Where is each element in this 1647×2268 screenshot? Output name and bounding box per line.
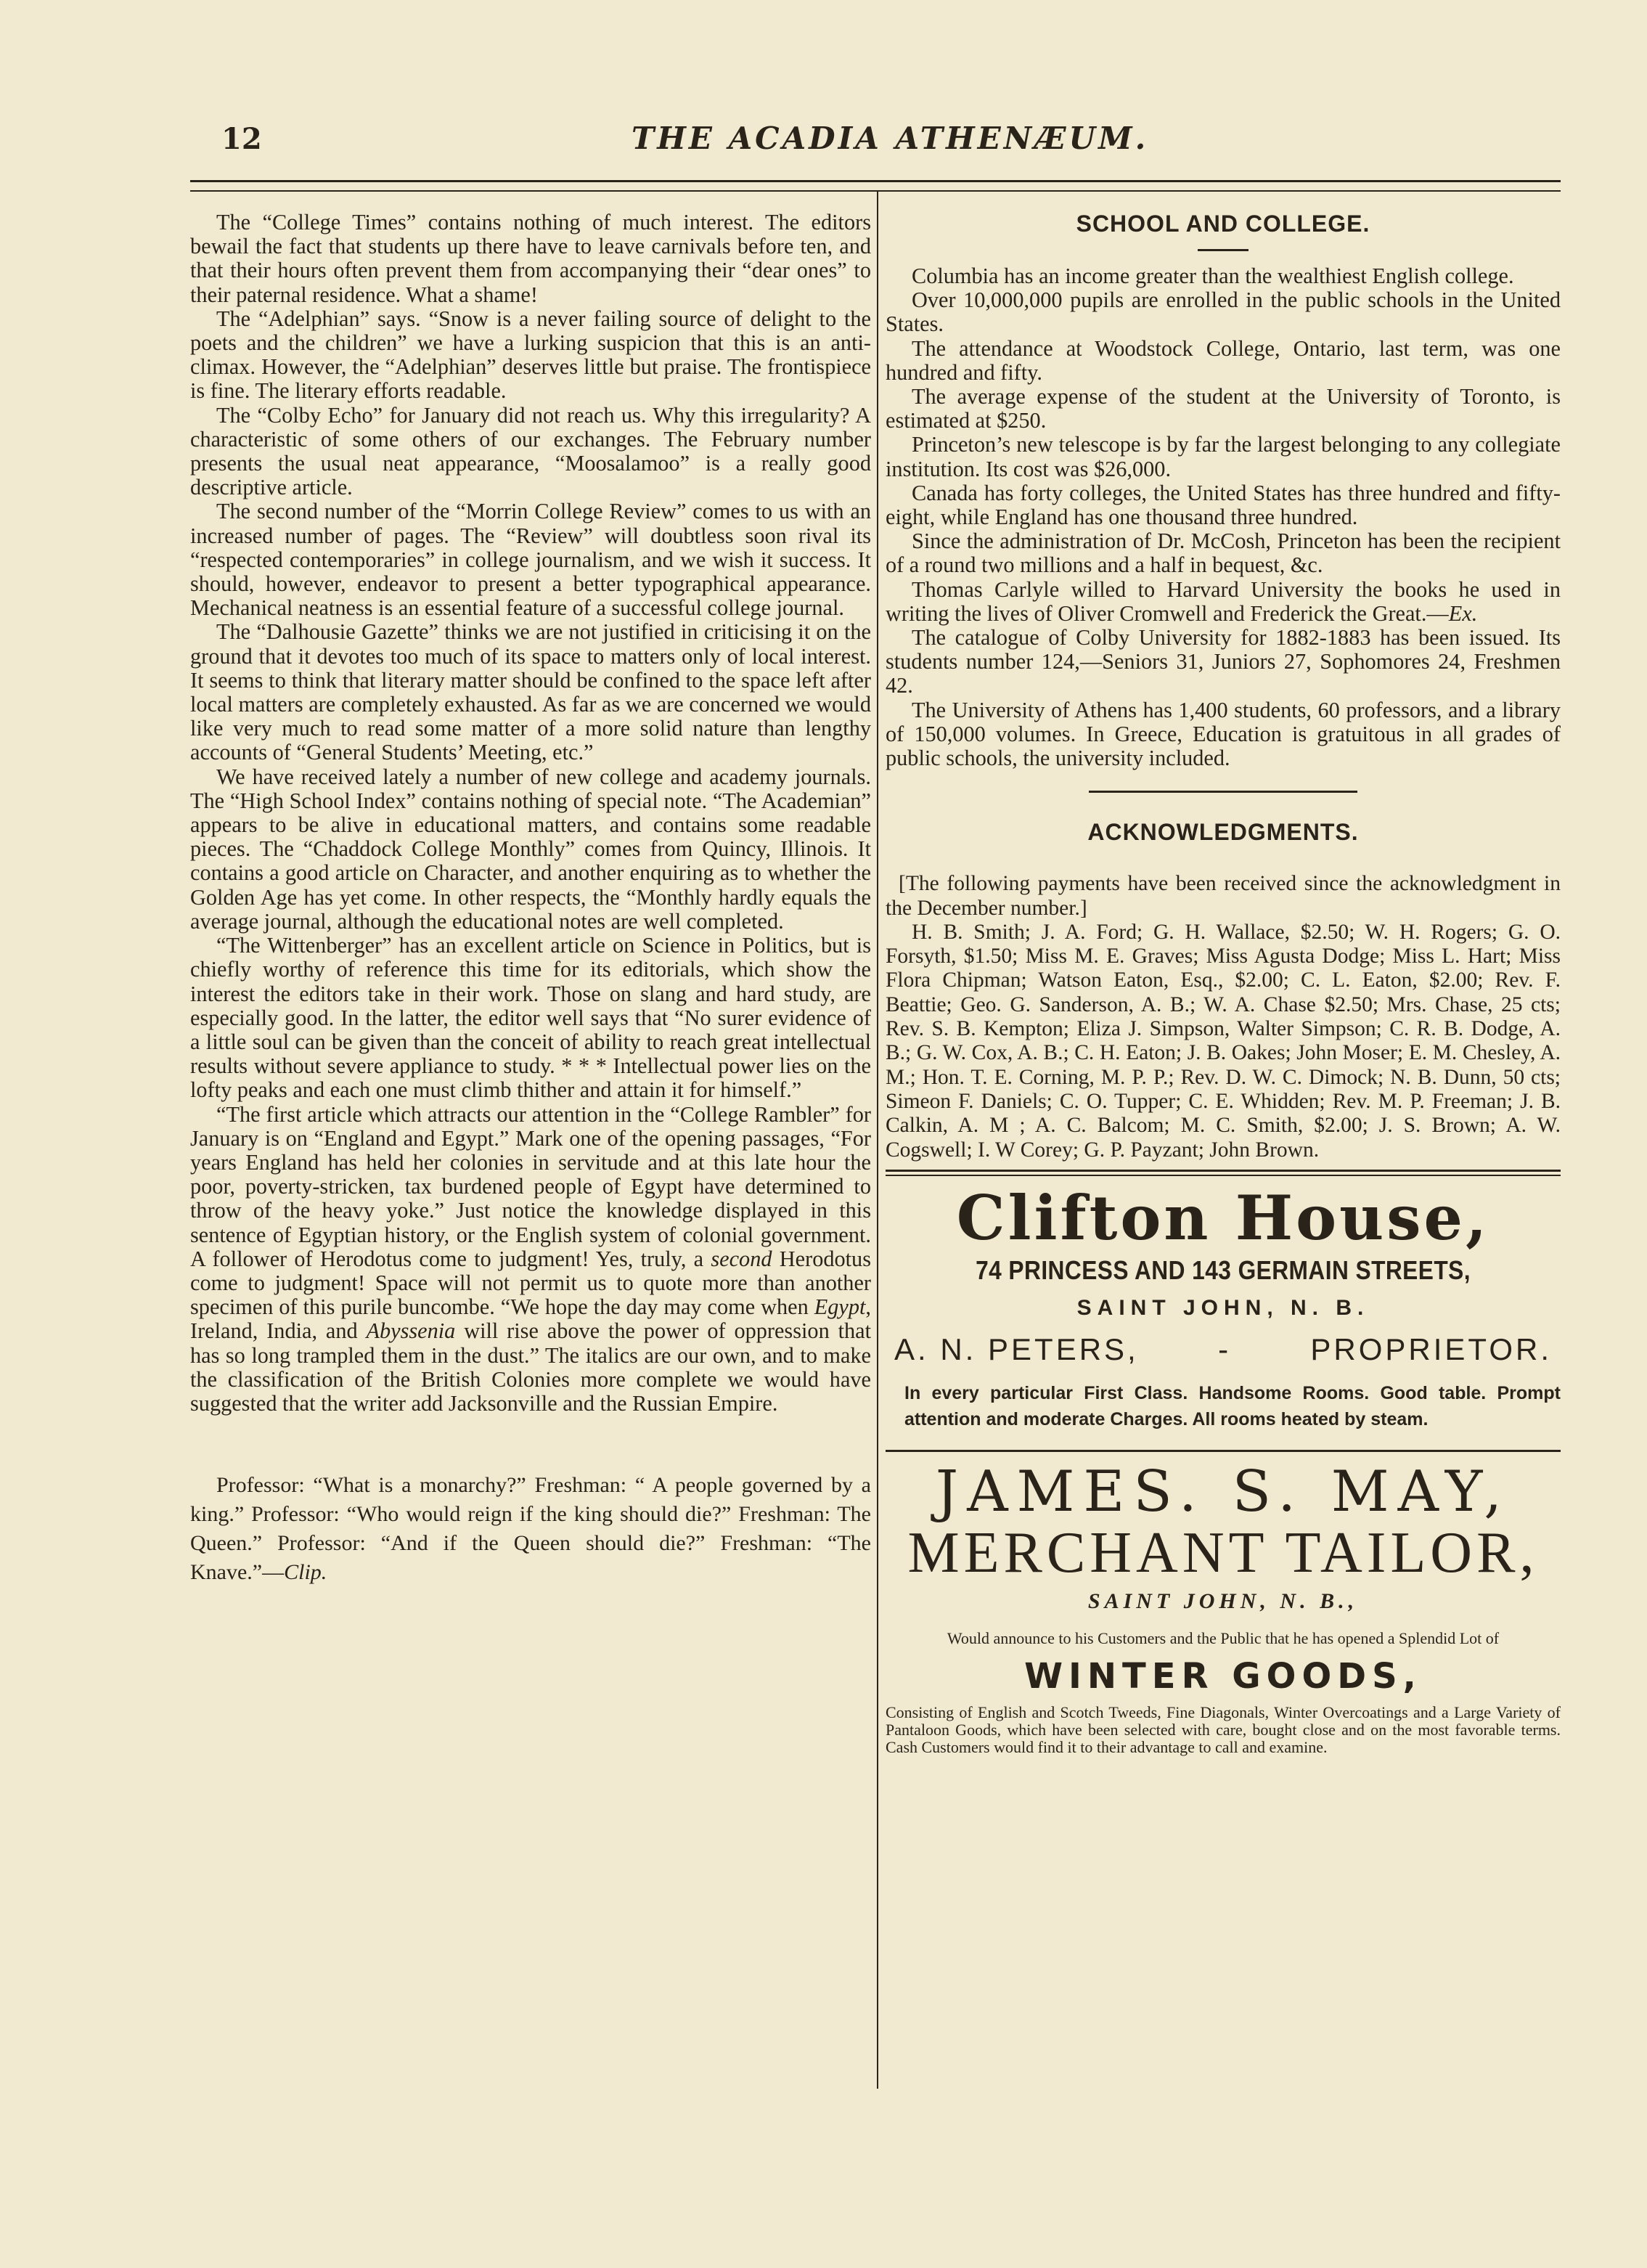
may-name: JAMES. S. MAY, — [935, 1459, 1511, 1525]
exchange-paragraph: We have received lately a number of new college and academy journals. The “High School Index” contains nothing of special note. “The Academian” appears to be alive in educational matters, and contains some readable pieces. The “Chaddock College Monthly” comes from Quincy, Illinois. It contains a good article on Character, and another enquiring as to whether the Golden Age has yet come. In other respects, the “Monthly hardly equals the average journal, although the educational notes are well completed. — [190, 764, 871, 934]
school-item: Princeton’s new telescope is by far the largest belonging to any collegiate institution. Its cost was $26,000. — [886, 432, 1561, 481]
section-rule — [1198, 249, 1248, 251]
may-trade: MERCHANT TAILOR, — [907, 1520, 1539, 1585]
may-description: Consisting of English and Scotch Tweeds, Fine Diagonals, Winter Overcoatings and a Large Variety of Pantaloon Goods, which have been selected with care, bought close and on the most favorable terms. Cash Customers would find it to their advantage to call and examine. — [886, 1702, 1561, 1756]
ad-separator-rule — [886, 1450, 1561, 1452]
school-item: Over 10,000,000 pupils are enrolled in the public schools in the United States. — [886, 287, 1561, 337]
proprietor-line — [886, 1332, 1561, 1367]
exchange-paragraph: The “Colby Echo” for January did not reach us. Why this irregularity? A characteristic of some others of our exchanges. The February number presents the usual neat appearance, “Moosalamoo” is a really good descriptive article. — [190, 402, 871, 500]
exchange-paragraph: The “Adelphian” says. “Snow is a never failing source of delight to the poets and the children” we have a lurking suspicion that this is an anti-climax. However, the “Adelphian” deserves little but praise. The frontispiece is fine. The literary efforts readable. — [190, 306, 871, 404]
school-item: Columbia has an income greater than the wealthiest English college. — [912, 264, 1514, 288]
school-item: The catalogue of Colby University for 1882-1883 has been issued. Its students number 124,—Seniors 31, Juniors 27, Sophomores 24, Freshmen 42. — [886, 625, 1561, 698]
column-divider — [877, 190, 878, 2089]
school-item: Canada has forty colleges, the United States has three hundred and fifty-eight, while England has one thousand three hundred. — [886, 480, 1561, 530]
school-item: The average expense of the student at the University of Toronto, is estimated at $250. — [886, 384, 1561, 433]
clifton-house-ad — [886, 1182, 1561, 1432]
ad-rule-top — [886, 1170, 1561, 1172]
proprietor-name: A. N. PETERS, — [894, 1331, 1139, 1366]
clifton-city: SAINT JOHN, N. B. — [1076, 1295, 1370, 1320]
acknowledgments-list: H. B. Smith; J. A. Ford; G. H. Wallace, $2.50; W. H. Rogers; G. O. Forsyth, $1.50; Miss M. E. Graves; Miss Agusta Dodge; Miss L. Hart; Miss Flora Chipman; Watson Eaton, Esq., $2.00; C. L. Eaton, $2.00; Rev. F. Beattie; Geo. G. Sanderson, A. B.; W. A. Chase $2.50; Mrs. Chase, 25 cts; Rev. S. B. Kempton; Eliza J. Simpson, Walter Simpson; C. R. B. Dodge, A. B.; G. W. Cox, A. B.; C. H. Eaton; J. B. Oakes; John Moser; E. M. Chesley, A. M.; Hon. T. E. Corning, M. P. P.; Rev. D. W. C. Dimock; N. B. Dunn, 50 cts; Simeon F. Daniels; C. O. Tupper; C. E. Whidden; Rev. M. P. Freeman; J. B. Calkin, A. M ; A. C. Balcom; M. C. Smith, $2.00; J. S. Brown; A. W. Cogswell; I. W Corey; G. P. Payzant; John Brown. — [886, 920, 1561, 1162]
header-rule-bottom — [190, 190, 1561, 192]
exchange-paragraph: The “College Times” contains nothing of much interest. The editors bewail the fact that students up there have to leave carnivals before ten, and that their hours often prevent them from accompanying their “dear ones” to their paternal residence. What a shame! — [190, 210, 871, 307]
clifton-address: 74 PRINCESS AND 143 GERMAIN STREETS, — [976, 1255, 1471, 1285]
may-intro: Would announce to his Customers and the Public that he has opened a Splendid Lot of — [947, 1628, 1500, 1647]
running-head-title: THE ACADIA ATHENÆUM. — [632, 121, 1149, 156]
clifton-house-title: Clifton House, — [956, 1181, 1490, 1254]
clifton-description: In every particular First Class. Handsome Rooms. Good table. Prompt attention and moderate Charges. All rooms heated by steam. — [904, 1382, 1561, 1429]
exchange-paragraph: The second number of the “Morrin College Review” comes to us with an increased number of pages. The “Review” will doubtless soon rival its “respected contemporaries” in college journalism, and we wish it success. It should, however, endeavor to present a better typographical appearance. Mechanical neatness is an essential feature of a successful college journal. — [190, 499, 871, 621]
proprietor-role: PROPRIETOR. — [1310, 1331, 1552, 1366]
rambler-paragraph: “The first article which attracts our attention in the “College Rambler” for January is on “England and Egypt.” Mark one of the opening passages, “For years England has held her colonies in servitude and at this late hour the poor, poverty-stricken, tax burdened people of Egypt have determined to throw of the heavy yoke.” Just notice the knowledge displayed in this sentence of Egyptian history, or the English system of colonial government. A follower of Herodotus come to judgment! Yes, truly, a second Herodotus come to judgment! Space will not permit us to quote more than another specimen of this purile buncombe. “We hope the day may come when Egypt, Ireland, India, and Abyssenia will rise above the power of oppression that has so long trampled them in the dust.” The italics are our own, and to make the classification of the British Colonies more complete we would have suggested that the writer add Jacksonville and the Russian Empire. — [190, 1101, 872, 1416]
page-number: 12 — [221, 122, 262, 156]
header-rule-top — [190, 180, 1561, 182]
acknowledgments-heading: ACKNOWLEDGMENTS. — [1087, 819, 1359, 846]
school-item: Thomas Carlyle willed to Harvard University the books he used in writing the lives of Oliver Cromwell and Frederick the Great.—Ex. — [886, 576, 1561, 626]
school-item: The University of Athens has 1,400 students, 60 professors, and a library of 150,000 volumes. In Greece, Education is gratuitous in all grades of public schools, the university included. — [886, 697, 1561, 771]
may-winter-goods: WINTER GOODS, — [1024, 1655, 1422, 1697]
right-column — [886, 211, 1561, 1756]
exchange-paragraph: “The Wittenberger” has an excellent article on Science in Politics, but is chiefly worthy of reference this time for its editorials, which show the interest the editors take in their work. Those on slang and hard study, are especially good. In the latter, the editor well says that “No surer evidence of a little soul can be given than the conceit of ability to reach great intellectual results without severe appliance to study. * * * Intellectual power lies on the lofty peaks and each one must climb thither and attain it for himself.” — [190, 933, 871, 1103]
proprietor-dash: - — [1218, 1331, 1232, 1366]
school-item: Since the administration of Dr. McCosh, Princeton has been the recipient of a round two millions and a half in bequest, &c. — [886, 529, 1561, 578]
exchange-paragraph: The “Dalhousie Gazette” thinks we are not justified in criticising it on the ground that it devotes too much of its space to matters only of local interest. It seems to think that literary matter should be confined to the space left after local matters are completely exhausted. As far as we are concerned we would like very much to read some matter of a more solid nature than lengthy accounts of “General Students’ Meeting, etc.” — [190, 619, 871, 765]
may-city: SAINT JOHN, N. B., — [1087, 1588, 1359, 1613]
acknowledgments-intro: [The following payments have been received since the acknowledgment in the December number.] — [886, 872, 1561, 920]
school-item: The attendance at Woodstock College, Ontario, last term, was one hundred and fifty. — [886, 335, 1561, 385]
section-rule — [1089, 791, 1357, 793]
school-and-college-heading: SCHOOL AND COLLEGE. — [1076, 211, 1370, 237]
joke-paragraph: Professor: “What is a monarchy?” Freshman: “ A people governed by a king.” Professor: “Who would reign if the king should die?” Freshman: The Queen.” Professor: “And if the Queen should die?” Freshman: “The Knave.”—Clip. — [190, 1473, 871, 1585]
exchanges-column — [190, 211, 871, 1587]
james-may-ad — [886, 1459, 1561, 1756]
ad-rule-bottom — [886, 1175, 1561, 1176]
